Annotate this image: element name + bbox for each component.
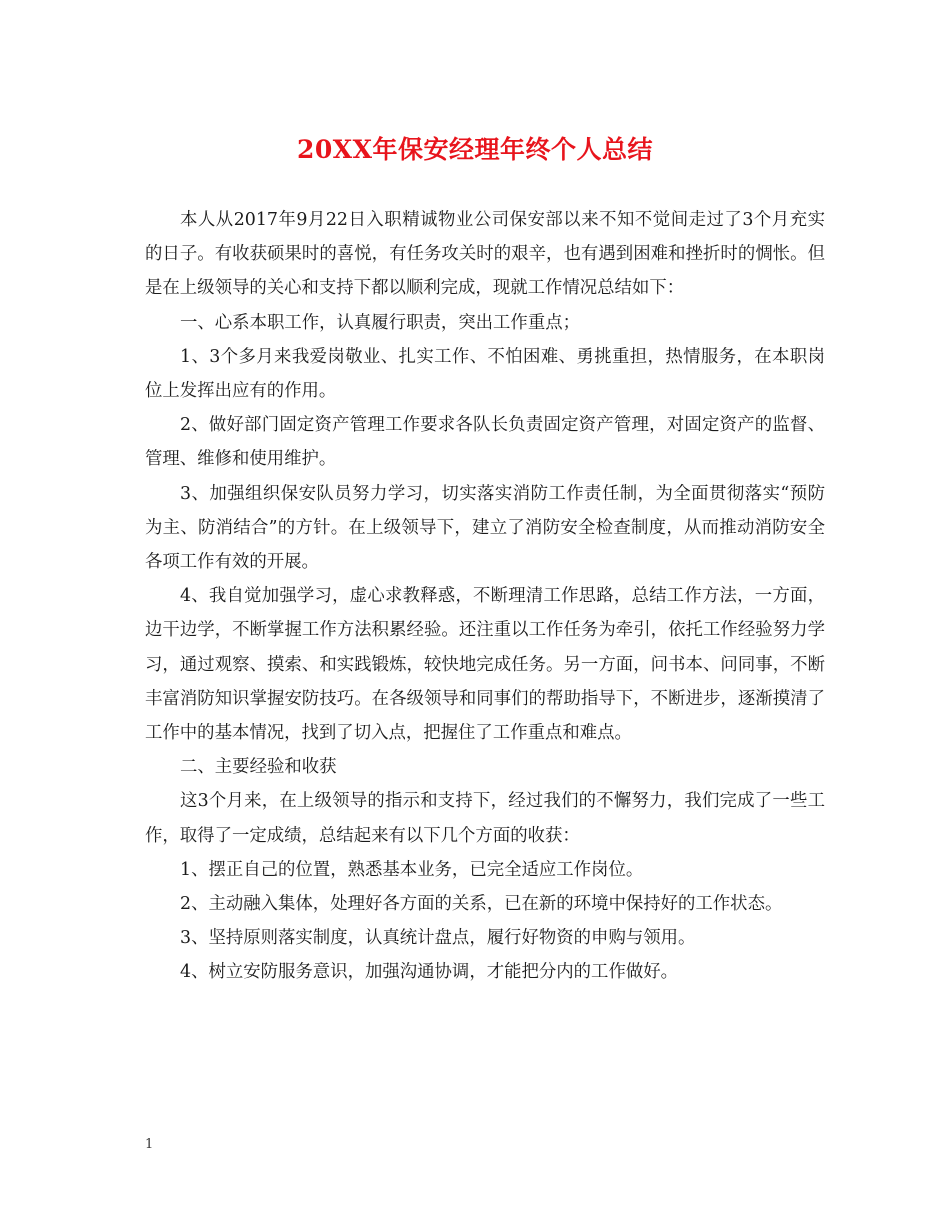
paragraph-item: 2、做好部门固定资产管理工作要求各队长负责固定资产管理，对固定资产的监督、管理、维修和使用维护。 xyxy=(145,415,825,470)
section-heading-1: 一、心系本职工作，认真履行职责，突出工作重点； xyxy=(180,312,580,333)
document-title: 20XX年保安经理年终个人总结 xyxy=(296,135,654,164)
paragraph-item: 4、树立安防服务意识，加强沟通协调，才能把分内的工作做好。 xyxy=(180,962,679,983)
paragraph-item: 2、主动融入集体，处理好各方面的关系，已在新的环境中保持好的工作状态。 xyxy=(180,894,783,915)
page-number: 1 xyxy=(145,1137,154,1152)
paragraph-summary: 这3个月来，在上级领导的指示和支持下，经过我们的不懈努力，我们完成了一些工作，取得了一定成绩，总结起来有以下几个方面的收获： xyxy=(145,791,825,846)
paragraph-item: 3、坚持原则落实制度，认真统计盘点，履行好物资的申购与领用。 xyxy=(180,928,696,949)
paragraph-intro: 本人从2017年9月22日入职精诚物业公司保安部以来不知不觉间走过了3个月充实的日子。有收获硕果时的喜悦，有任务攻关时的艰辛，也有遇到困难和挫折时的惆怅。但是在上级领导的关心和支持下都以顺利完成，现就工作情况总结如下： xyxy=(145,210,825,299)
section-heading-2: 二、主要经验和收获 xyxy=(180,757,337,778)
paragraph-item: 3、加强组织保安队员努力学习，切实落实消防工作责任制，为全面贯彻落实“预防为主、防消结合”的方针。在上级领导下，建立了消防安全检查制度，从而推动消防安全各项工作有效的开展。 xyxy=(145,483,825,573)
document-body xyxy=(145,203,825,990)
paragraph-item: 1、摆正自己的位置，熟悉基本业务，已完全适应工作岗位。 xyxy=(180,859,644,880)
paragraph-item: 1、3个多月来我爱岗敬业、扎实工作、不怕困难、勇挑重担，热情服务，在本职岗位上发挥出应有的作用。 xyxy=(145,346,825,402)
paragraph-item: 4、我自觉加强学习，虚心求教释惑，不断理清工作思路，总结工作方法，一方面，边干边学，不断掌握工作方法积累经验。还注重以工作任务为牵引，依托工作经验努力学习，通过观察、摸索、和实践锻炼，较快地完成任务。另一方面，问书本、问同事，不断丰富消防知识掌握安防技巧。在各级领导和同事们的帮助指导下，不断进步，逐渐摸清了工作中的基本情况，找到了切入点，把握住了工作重点和难点。 xyxy=(145,586,825,744)
